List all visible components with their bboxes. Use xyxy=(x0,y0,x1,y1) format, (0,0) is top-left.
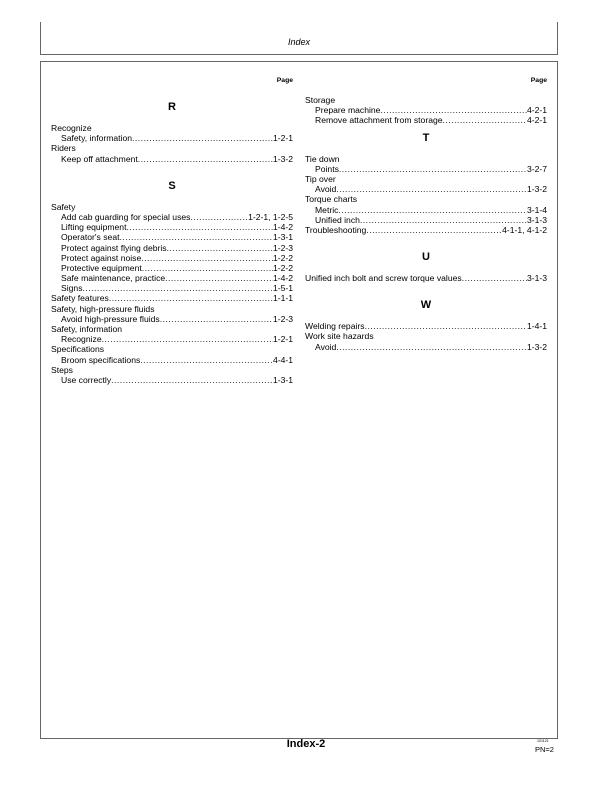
index-section xyxy=(51,202,293,385)
index-entry-text: Troubleshooting xyxy=(305,224,367,235)
index-entry xyxy=(51,123,293,133)
index-entry xyxy=(51,253,293,263)
dot-leader xyxy=(111,375,273,385)
dot-leader xyxy=(119,232,272,242)
index-entry-text: Avoid xyxy=(315,184,337,195)
index-entry-text: Safety, information xyxy=(61,133,133,144)
index-entry-page: 4-4-1 xyxy=(272,354,293,365)
index-entry xyxy=(51,334,293,344)
index-entry xyxy=(305,205,547,215)
index-entry-page: 1-2-1 xyxy=(272,133,293,144)
index-entry xyxy=(51,263,293,273)
index-column-right xyxy=(305,76,547,352)
index-entry-text: Lifting equipment xyxy=(61,222,127,233)
index-entry xyxy=(51,243,293,253)
index-section xyxy=(305,154,547,236)
index-entry-text: Protect against noise xyxy=(61,252,142,263)
index-entry-page: 1-2-2 xyxy=(272,262,293,273)
dot-leader xyxy=(165,273,273,283)
index-entry xyxy=(51,293,293,303)
index-entry-page: 3-1-3 xyxy=(526,273,547,284)
index-entry xyxy=(305,342,547,352)
index-entry xyxy=(305,331,547,341)
index-entry xyxy=(51,344,293,354)
index-entry-text: Points xyxy=(315,163,339,174)
index-entry-page: 1-5-1 xyxy=(272,283,293,294)
footer-pn: PN=2 xyxy=(535,745,554,754)
index-entry-page: 4-2-1 xyxy=(526,105,547,116)
dot-leader xyxy=(140,355,273,365)
index-entry-text: Safety features xyxy=(51,293,109,304)
index-entry-text: Prepare machine xyxy=(315,105,381,116)
dot-leader xyxy=(339,164,527,174)
index-entry xyxy=(305,184,547,194)
index-entry xyxy=(51,232,293,242)
header-title: Index xyxy=(287,37,311,47)
index-entry xyxy=(51,355,293,365)
index-entry-page: 1-4-1 xyxy=(526,321,547,332)
index-entry xyxy=(305,164,547,174)
index-entry-text: Riders xyxy=(51,143,76,154)
dot-leader xyxy=(443,115,527,125)
dot-leader xyxy=(360,215,527,225)
index-entry-page: 3-1-4 xyxy=(526,204,547,215)
index-entry-text: Broom specifications xyxy=(61,354,141,365)
index-entry-text: Safety, information xyxy=(51,324,123,334)
dot-leader xyxy=(141,253,273,263)
index-entry xyxy=(51,222,293,232)
dot-leader xyxy=(138,154,273,164)
index-entry xyxy=(51,212,293,222)
footer-code: 101121 xyxy=(537,739,549,743)
section-letter: S xyxy=(168,179,176,192)
dot-leader xyxy=(462,273,527,283)
index-entry-text: Avoid xyxy=(315,341,337,352)
section-letter: U xyxy=(422,251,430,264)
index-entry xyxy=(51,143,293,153)
index-entry-text: Remove attachment from storage xyxy=(315,115,443,126)
dot-leader xyxy=(167,243,273,253)
dot-leader xyxy=(336,184,527,194)
index-entry xyxy=(305,174,547,184)
index-entry xyxy=(51,202,293,212)
index-entry xyxy=(51,133,293,143)
index-entry-text: Specifications xyxy=(51,344,105,355)
index-entry-text: Steps xyxy=(51,364,73,375)
dot-leader xyxy=(366,225,502,235)
index-entry-page: 1-4-2 xyxy=(272,222,293,233)
index-entry xyxy=(305,321,547,331)
index-entry xyxy=(51,283,293,293)
index-entry xyxy=(305,95,547,105)
index-entry-page: 1-3-2 xyxy=(526,341,547,352)
page-column-heading: Page xyxy=(276,77,293,84)
index-entry-text: Protective equipment xyxy=(61,262,142,273)
index-entry xyxy=(51,324,293,334)
dot-leader xyxy=(380,105,526,115)
dot-leader xyxy=(109,293,273,303)
index-entry xyxy=(51,304,293,314)
index-section xyxy=(51,123,293,164)
index-section xyxy=(305,273,547,283)
dot-leader xyxy=(160,314,273,324)
index-entry xyxy=(305,273,547,283)
index-entry xyxy=(305,115,547,125)
index-entry-text: Use correctly xyxy=(61,374,112,385)
index-entry-text: Protect against flying debris xyxy=(61,242,167,253)
section-letter: R xyxy=(168,101,176,113)
index-entry-text: Recognize xyxy=(51,123,92,133)
index-entry xyxy=(51,314,293,324)
index-entry-text: Welding repairs xyxy=(305,321,365,332)
right-column-intro xyxy=(305,95,547,126)
dot-leader xyxy=(102,334,273,344)
index-entry xyxy=(305,154,547,164)
index-entry-page: 1-3-2 xyxy=(272,153,293,164)
index-entry-page: 4-2-1 xyxy=(526,115,547,126)
index-entry-text: Work site hazards xyxy=(305,331,374,342)
footer-page-number: Index-2 xyxy=(286,738,326,750)
index-entry-page: 1-1-1 xyxy=(272,293,293,304)
index-entry-text: Add cab guarding for special uses xyxy=(61,211,191,222)
index-entry-text: Avoid high-pressure fluids xyxy=(61,313,160,324)
dot-leader xyxy=(365,321,527,331)
index-entry-text: Keep off attachment xyxy=(61,153,138,164)
index-entry xyxy=(51,375,293,385)
dot-leader xyxy=(190,212,248,222)
index-entry xyxy=(305,105,547,115)
index-entry-text: Unified inch bolt and screw torque values xyxy=(305,273,462,284)
index-section xyxy=(305,321,547,352)
index-entry-text: Recognize xyxy=(61,334,102,345)
index-entry xyxy=(305,225,547,235)
dot-leader xyxy=(126,222,272,232)
index-entry xyxy=(51,365,293,375)
index-entry-page: 1-4-2 xyxy=(272,273,293,284)
dot-leader xyxy=(83,283,273,293)
header-frame xyxy=(40,22,558,55)
index-entry-text: Metric xyxy=(315,204,339,215)
left-column-body xyxy=(51,101,293,385)
index-entry-page: 3-2-7 xyxy=(526,163,547,174)
section-letter: T xyxy=(422,131,430,144)
index-entry-text: Signs xyxy=(61,283,83,294)
index-entry-text: Unified inch xyxy=(315,214,360,225)
section-letter: W xyxy=(420,299,432,312)
index-entry xyxy=(305,194,547,204)
index-entry-text: Operator's seat xyxy=(61,232,120,243)
index-entry-page: 3-1-3 xyxy=(526,214,547,225)
index-entry-text: Tip over xyxy=(305,173,336,184)
index-entry-text: Torque charts xyxy=(305,194,358,205)
index-entry-page: 1-2-2 xyxy=(272,252,293,263)
dot-leader xyxy=(132,133,273,143)
index-entry-page: 1-3-1 xyxy=(272,374,293,385)
index-entry-page: 1-2-1 xyxy=(272,334,293,345)
index-entry-page: 1-3-2 xyxy=(526,184,547,195)
index-entry-text: Storage xyxy=(305,95,336,105)
dot-leader xyxy=(142,263,273,273)
index-entry-page: 1-2-3 xyxy=(272,313,293,324)
index-entry-page: 1-2-1, 1-2-5 xyxy=(248,211,293,222)
index-entry xyxy=(305,215,547,225)
index-entry xyxy=(51,273,293,283)
page-column-heading: Page xyxy=(530,77,547,84)
index-entry-text: Safety xyxy=(51,201,76,212)
index-entry-page: 1-3-1 xyxy=(272,232,293,243)
index-entry-text: Safety, high-pressure fluids xyxy=(51,303,155,314)
index-entry-page: 1-2-3 xyxy=(272,242,293,253)
index-entry-text: Safe maintenance, practice xyxy=(61,273,166,284)
dot-leader xyxy=(338,205,527,215)
index-entry xyxy=(51,154,293,164)
right-column-body xyxy=(305,132,547,352)
index-entry-page: 4-1-1, 4-1-2 xyxy=(502,224,547,235)
dot-leader xyxy=(336,342,527,352)
index-column-left xyxy=(51,76,293,385)
index-entry-text: Tie down xyxy=(305,153,340,164)
